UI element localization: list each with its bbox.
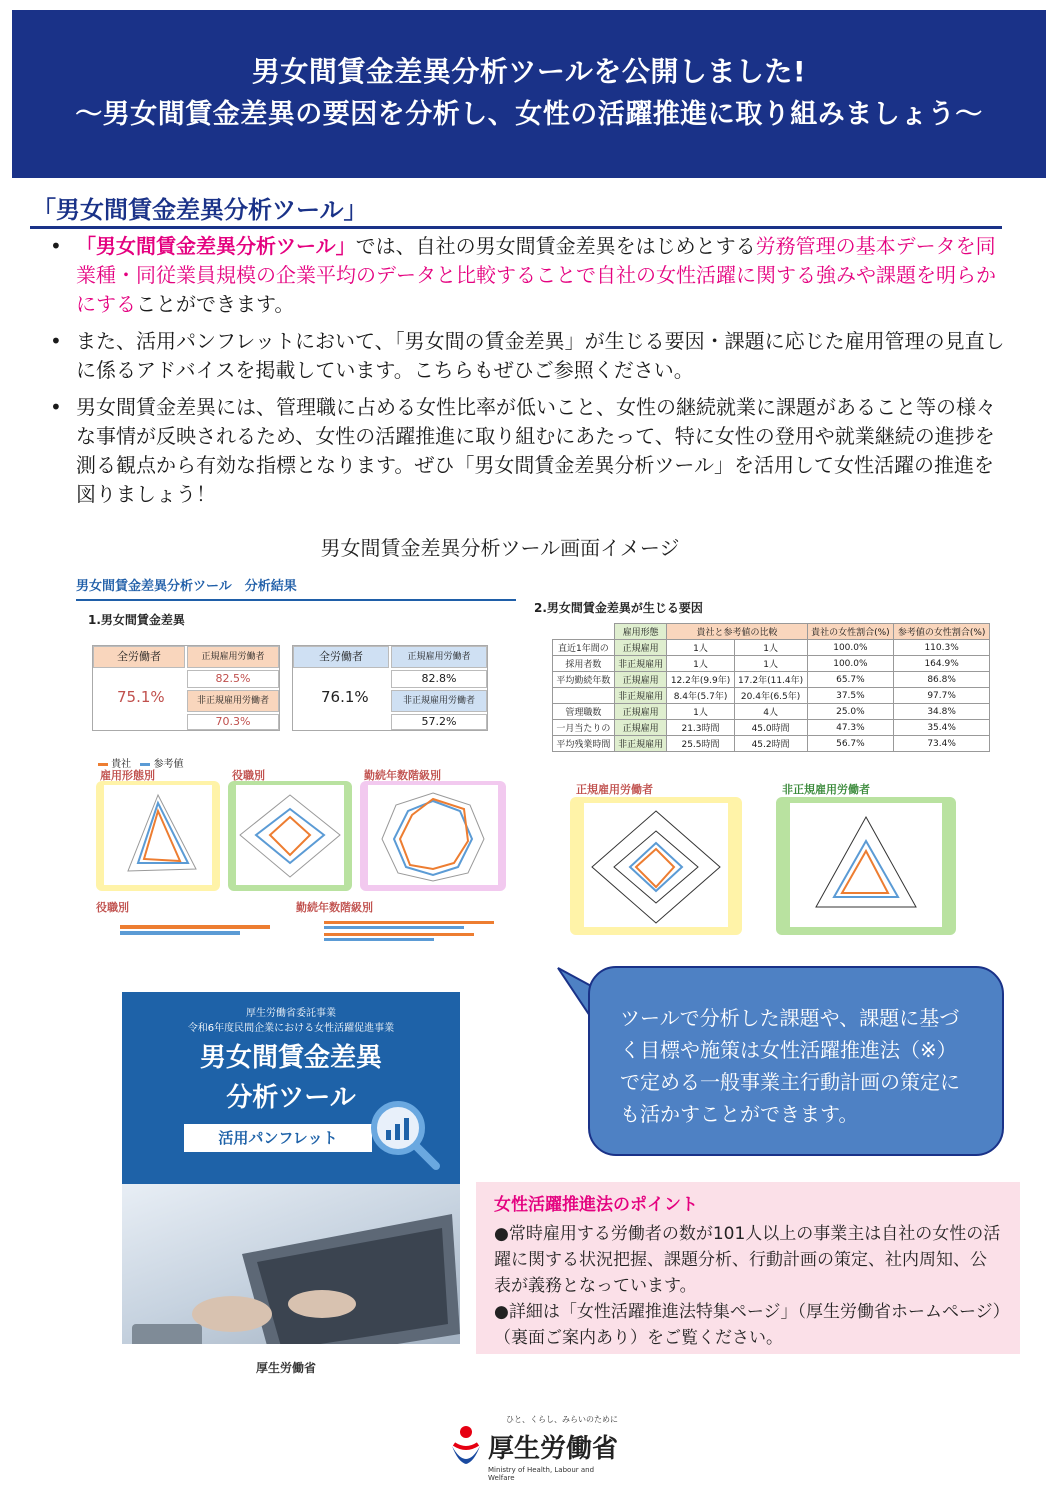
table-cell: 4人: [734, 704, 807, 720]
ministry-logo: [448, 1414, 618, 1484]
speech-bubble: [588, 966, 1004, 1156]
table-row: [553, 640, 990, 656]
table-cell: 25.0%: [807, 704, 894, 720]
section-divider: [30, 226, 1002, 229]
tool-screen-image: [70, 565, 1020, 950]
footer-tagline: ひと、くらし、みらいのために: [506, 1415, 618, 1424]
image-caption: 男女間賃金差異分析ツール画面イメージ: [320, 536, 680, 560]
panel-nonregular-label: 非正規雇用労働者: [782, 783, 870, 796]
own-nonreg-value: 70.3%: [187, 714, 279, 730]
tool-title: 男女間賃金差異分析ツール 分析結果: [76, 579, 297, 594]
legend-ref-swatch: [140, 763, 150, 766]
panel-regular-label: 正規雇用労働者: [576, 783, 653, 796]
panel-position-label: 役職別: [232, 769, 265, 782]
table-cell: 非正規雇用: [614, 688, 667, 704]
table-cell: 1人: [734, 656, 807, 672]
point-item: ●詳細は「女性活躍推進法特集ページ」（厚生労働省ホームページ）（裏面ご案内あり）をご覧ください。: [494, 1302, 1002, 1348]
footer-ministry-name: 厚生労働省: [488, 1434, 619, 1464]
table-cell: [553, 688, 615, 704]
table-cell: 17.2年(11.4年): [734, 672, 807, 688]
table-cell: 平均残業時間: [553, 736, 615, 752]
pamphlet-logo: 厚生労働省: [256, 1361, 317, 1375]
table-cell: 37.5%: [807, 688, 894, 704]
table-cell: 平均勤続年数: [553, 672, 615, 688]
panel-tenure: [360, 769, 506, 891]
point-title: 女性活躍推進法のポイント: [494, 1195, 698, 1215]
radar-bg: [236, 785, 344, 885]
bullet-text: では、自社の男女間賃金差異をはじめとする: [355, 234, 756, 258]
table-cell: 管理職数: [553, 704, 615, 720]
table-cell: 8.4年(5.7年): [667, 688, 734, 704]
table-cell: 1人: [667, 704, 734, 720]
table-cell: 97.7%: [894, 688, 990, 704]
table-row: [553, 656, 990, 672]
ref-all-label: 全労働者: [293, 646, 389, 668]
pamphlet-title-line2: 分析ツール: [226, 1083, 356, 1113]
table-row: [553, 704, 990, 720]
radar-chart: [360, 781, 506, 891]
reference-box: [292, 645, 488, 731]
ministry-emblem-icon: [448, 1422, 484, 1472]
tool-title-rule: [76, 599, 516, 601]
radar-chart: [570, 797, 742, 935]
header-banner: [12, 10, 1046, 178]
table-cell: 45.0時間: [734, 720, 807, 736]
table-cell: 164.9%: [894, 656, 990, 672]
table-cell: 一月当たりの: [553, 720, 615, 736]
bar-own: [324, 921, 494, 924]
legend-own-label: 貴社: [111, 759, 132, 770]
table-cell: 1人: [734, 640, 807, 656]
panel-nonregular: [776, 783, 956, 935]
panel-tenure-label: 勤続年数階級別: [364, 769, 441, 782]
table-row: [553, 736, 990, 752]
table-cell: 47.3%: [807, 720, 894, 736]
bubble-text: ツールで分析した課題や、課題に基づく目標や施策は女性活躍推進法（※）で定める一般事業主行動計画の策定にも活かすことができます。: [620, 1006, 960, 1126]
table-cell: 非正規雇用: [614, 736, 667, 752]
table-header: 参考値の女性割合(%): [894, 624, 990, 640]
table-cell: 45.2時間: [734, 736, 807, 752]
table-body: [553, 640, 990, 752]
table-cell: 直近1年間の: [553, 640, 615, 656]
table-header: 貴社と参考値の比較: [667, 624, 807, 640]
table-row: [553, 672, 990, 688]
table-cell: 100.0%: [807, 640, 894, 656]
table-cell: 35.4%: [894, 720, 990, 736]
ref-nonreg-label: 非正規雇用労働者: [391, 690, 487, 712]
panel-position-bars-label: 役職別: [96, 901, 129, 914]
own-reg-label: 正規雇用労働者: [187, 646, 279, 668]
panel-employment-type-label: 雇用形態別: [100, 769, 155, 782]
own-all-label: 全労働者: [93, 646, 185, 668]
table-cell: 12.2年(9.9年): [667, 672, 734, 688]
table-corner: [553, 624, 615, 640]
ref-nonreg-value: 57.2%: [391, 714, 487, 730]
table-cell: 34.8%: [894, 704, 990, 720]
table-header: 貴社の女性割合(%): [807, 624, 894, 640]
legend-ref-label: 参考値: [153, 759, 184, 770]
panel-position: [228, 769, 352, 891]
table-cell: 1人: [667, 656, 734, 672]
panel-employment-type: [96, 769, 220, 891]
factor-table: [552, 623, 990, 752]
radar-chart: [228, 781, 352, 891]
panel-regular: [570, 783, 742, 935]
bullet-list: [48, 232, 1008, 517]
footer-english-name: Ministry of Health, Labour and Welfare: [488, 1466, 595, 1482]
radar-bg: [584, 803, 728, 927]
table-cell: 20.4年(6.5年): [734, 688, 807, 704]
pamphlet-line1: 厚生労働省委託事業: [246, 1008, 336, 1019]
ref-all-value: 76.1%: [321, 688, 369, 706]
table-cell: 73.4%: [894, 736, 990, 752]
magnifier-chart-icon: [366, 1096, 442, 1172]
table-cell: 正規雇用: [614, 672, 667, 688]
table-cell: 110.3%: [894, 640, 990, 656]
bar-own: [120, 925, 270, 929]
panel-position-bars: [96, 901, 286, 947]
own-nonreg-label: 非正規雇用労働者: [187, 690, 279, 712]
bullet-text: ことができます。: [136, 292, 295, 316]
table-cell: 65.7%: [807, 672, 894, 688]
table-cell: 21.3時間: [667, 720, 734, 736]
bar-ref: [324, 938, 434, 941]
pamphlet-title-line1: 男女間賃金差異: [199, 1043, 382, 1073]
banner-subtitle: ～男女間賃金差異の要因を分析し、女性の活躍推進に取り組みましょう～: [75, 99, 983, 130]
table-cell: 86.8%: [894, 672, 990, 688]
own-all-value: 75.1%: [117, 688, 165, 706]
bar-ref: [324, 926, 464, 929]
ref-reg-label: 正規雇用労働者: [391, 646, 487, 668]
radar-chart: [776, 797, 956, 935]
section-title: 「男女間賃金差異分析ツール」: [32, 196, 368, 224]
bullet-item: • また、活用パンフレットにおいて、「男女間の賃金差異」が生じる要因・課題に応じた雇用管理の見直しに係るアドバイスを掲載しています。こちらもぜひご参照ください。: [48, 327, 1008, 385]
table-cell: 1人: [667, 640, 734, 656]
pamphlet-badge: 活用パンフレット: [184, 1124, 372, 1152]
table-cell: 正規雇用: [614, 704, 667, 720]
bar-own: [324, 933, 474, 936]
table-header: 雇用形態: [614, 624, 667, 640]
point-item: ●常時雇用する労働者の数が101人以上の事業主は自社の女性の活躍に関する状況把握、課題分析、行動計画の策定、社内周知、公表が義務となっています。: [494, 1224, 1001, 1296]
section2-label: 2.男女間賃金差異が生じる要因: [534, 601, 703, 615]
own-company-box: [92, 645, 280, 731]
bullet-item: • 男女間賃金差異には、管理職に占める女性比率が低いこと、女性の継続就業に課題があること等の様々な事情が反映されるため、女性の活躍推進に取り組むにあたって、特に女性の登用や就業継続の進捗を測る観点から有効な指標となります。ぜひ「男女間賃金差異分析ツール」を活用して女性活躍の推進を図りましょう！: [48, 393, 1008, 509]
bar-ref: [120, 931, 240, 935]
table-cell: 非正規雇用: [614, 656, 667, 672]
table-row: [553, 688, 990, 704]
tool-name-highlight: 「男女間賃金差異分析ツール」: [76, 234, 356, 258]
legend-own-swatch: [98, 763, 108, 766]
own-reg-value: 82.5%: [187, 670, 279, 688]
pamphlet-header: [122, 1006, 460, 1036]
table-row: [553, 720, 990, 736]
table-cell: 正規雇用: [614, 640, 667, 656]
panel-tenure-bars: [296, 901, 506, 947]
table-cell: 採用者数: [553, 656, 615, 672]
table-cell: 25.5時間: [667, 736, 734, 752]
panel-tenure-bars-label: 勤続年数階級別: [296, 901, 373, 914]
pamphlet-cover: [122, 992, 460, 1388]
banner-title: 男女間賃金差異分析ツールを公開しました!: [251, 55, 807, 88]
law-point-box: [476, 1182, 1020, 1354]
ref-reg-value: 82.8%: [391, 670, 487, 688]
table-cell: 56.7%: [807, 736, 894, 752]
bullet-highlight: 労務管理の基本データを同業種・同従業員規模の企業平均のデータと比較することで自社の女性活躍に関する強みや課題を明らかにする: [76, 234, 996, 316]
table-cell: 正規雇用: [614, 720, 667, 736]
bullet-item: [48, 232, 1008, 319]
radar-bg: [790, 803, 942, 927]
section1-label: 1.男女間賃金差異: [88, 613, 185, 627]
pamphlet-line2: 令和6年度民間企業における女性活躍促進事業: [187, 1023, 395, 1034]
radar-chart: [96, 781, 220, 891]
table-cell: 100.0%: [807, 656, 894, 672]
